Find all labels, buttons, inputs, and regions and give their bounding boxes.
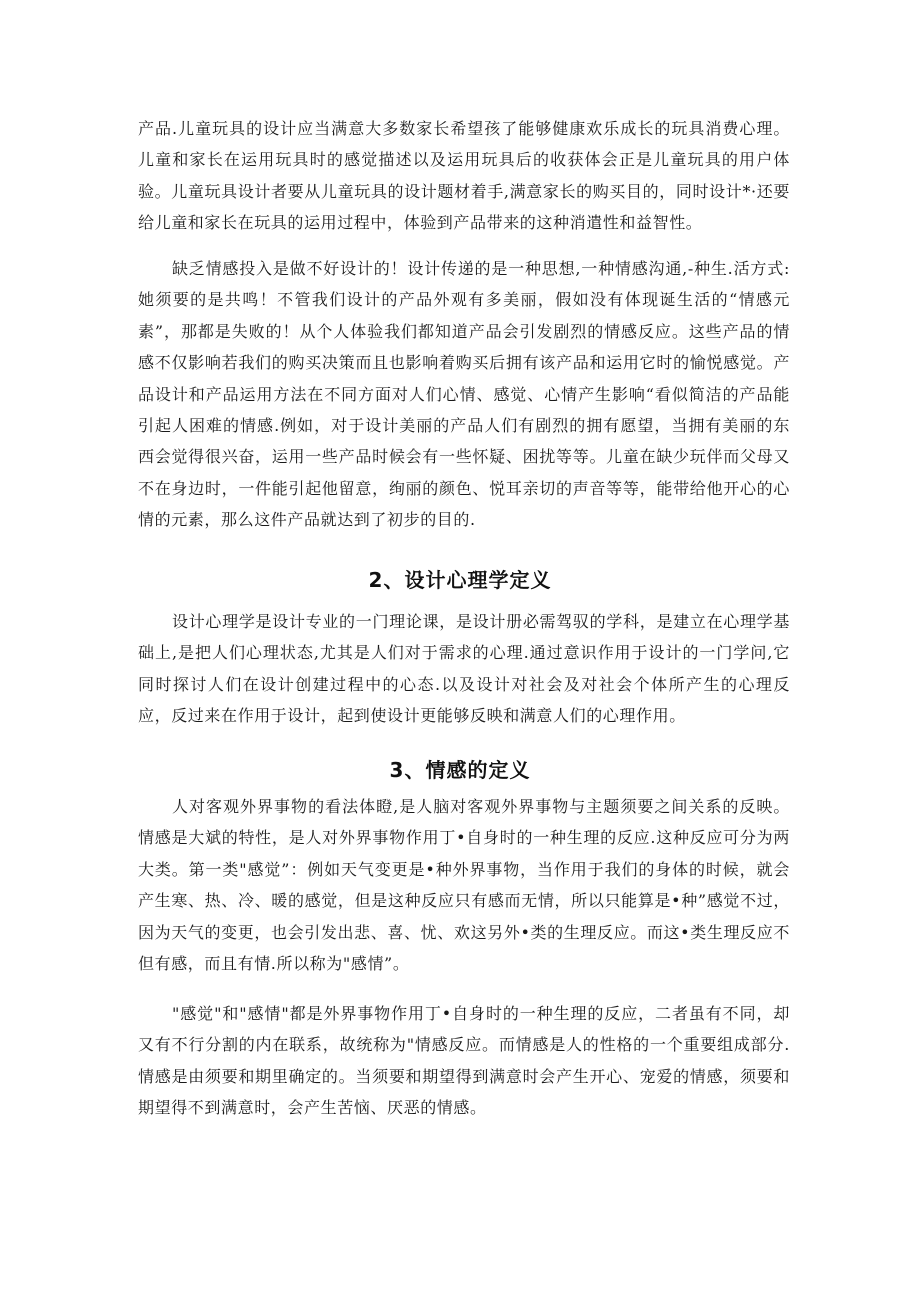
paragraph-5: "感觉"和"感情"都是外界事物作用丁•自身时的一种生理的反应，二者虽有不同，却又有不行分割的内在联系，故统称为"情感反应。而情感是人的性格的一个重要组成部分.情感是由须要和期里确定的。当须要和期望得到满意时会产生开心、宠爱的情感，须要和期望得不到满意时，会产生苦恼、厌恶的情感。 bbox=[138, 1004, 790, 1118]
paragraph-3: 设计心理学是设计专业的一门理论课，是设计册必需驾驭的学科，是建立在心理学基础上,是把人们心理状态,尤其是人们对于需求的心理.通过意识作用于设计的一门学问,它同时探讨人们在设计创建过程中的心态.以及设计对社会及对社会个体所产生的心理反应，反过来在作用于设计，起到使设计更能够反映和满意人们的心理作用。 bbox=[138, 612, 790, 726]
section-heading-2: 2、设计心理学定义 bbox=[368, 568, 552, 592]
paragraph-1: 产品.儿童玩具的设计应当满意大多数家长希望孩了能够健康欢乐成长的玩具消费心理。儿童和家长在运用玩具时的感觉描述以及运用玩具后的收获体会正是儿童玩具的用户体验。儿童玩具设计者要从儿童玩具的设计题材着手,满意家长的购买目的，同时设计*·还要给儿童和家长在玩具的运用过程中，体验到产品带来的这种消遣性和益智性。 bbox=[138, 119, 790, 233]
section-heading-3: 3、情感的定义 bbox=[389, 758, 531, 782]
paragraph-2: 缺乏情感投入是做不好设计的！设计传递的是一种思想,一种情感沟通,-种生.活方式:她须要的是共鸣！不管我们设计的产品外观有多美丽，假如没有体现诞生活的“情感元素”，那都是失败的！从个人体验我们都知道产品会引发剧烈的情感反应。这些产品的情感不仅影响若我们的购买决策而且也影响着购买后拥有该产品和运用它时的愉悦感觉。产品设计和产品运用方法在不同方面对人们心情、感觉、心情产生影响“看似简洁的产品能引起人困难的情感.例如，对于设计美丽的产品人们有剧烈的拥有愿望，当拥有美丽的东西会觉得很兴奋，运用一些产品时候会有一些怀疑、困扰等等。儿童在缺少玩伴而父母又不在身边时，一件能引起他留意，绚丽的颜色、悦耳亲切的声音等等，能带给他开心的心情的元素，那么这件产品就达到了初步的目的. bbox=[138, 259, 790, 530]
paragraph-4: 人对客观外界事物的看法体瞪,是人脑对客观外界事物与主题须要之间关系的反映。情感是大斌的特性，是人对外界事物作用丁•自身时的一种生理的反应.这种反应可分为两大类。第一类"感觉”：例如天气变更是•种外界事物，当作用于我们的身体的时候，就会产生寒、热、冷、暖的感觉，但是这种反应只有感而无情，所以只能算是•种”感觉不过，因为天气的变更，也会引发出悲、喜、忧、欢这另外•类的生理反应。而这•类生理反应不但有感，而且有情.所以称为"感情”。 bbox=[138, 797, 790, 974]
